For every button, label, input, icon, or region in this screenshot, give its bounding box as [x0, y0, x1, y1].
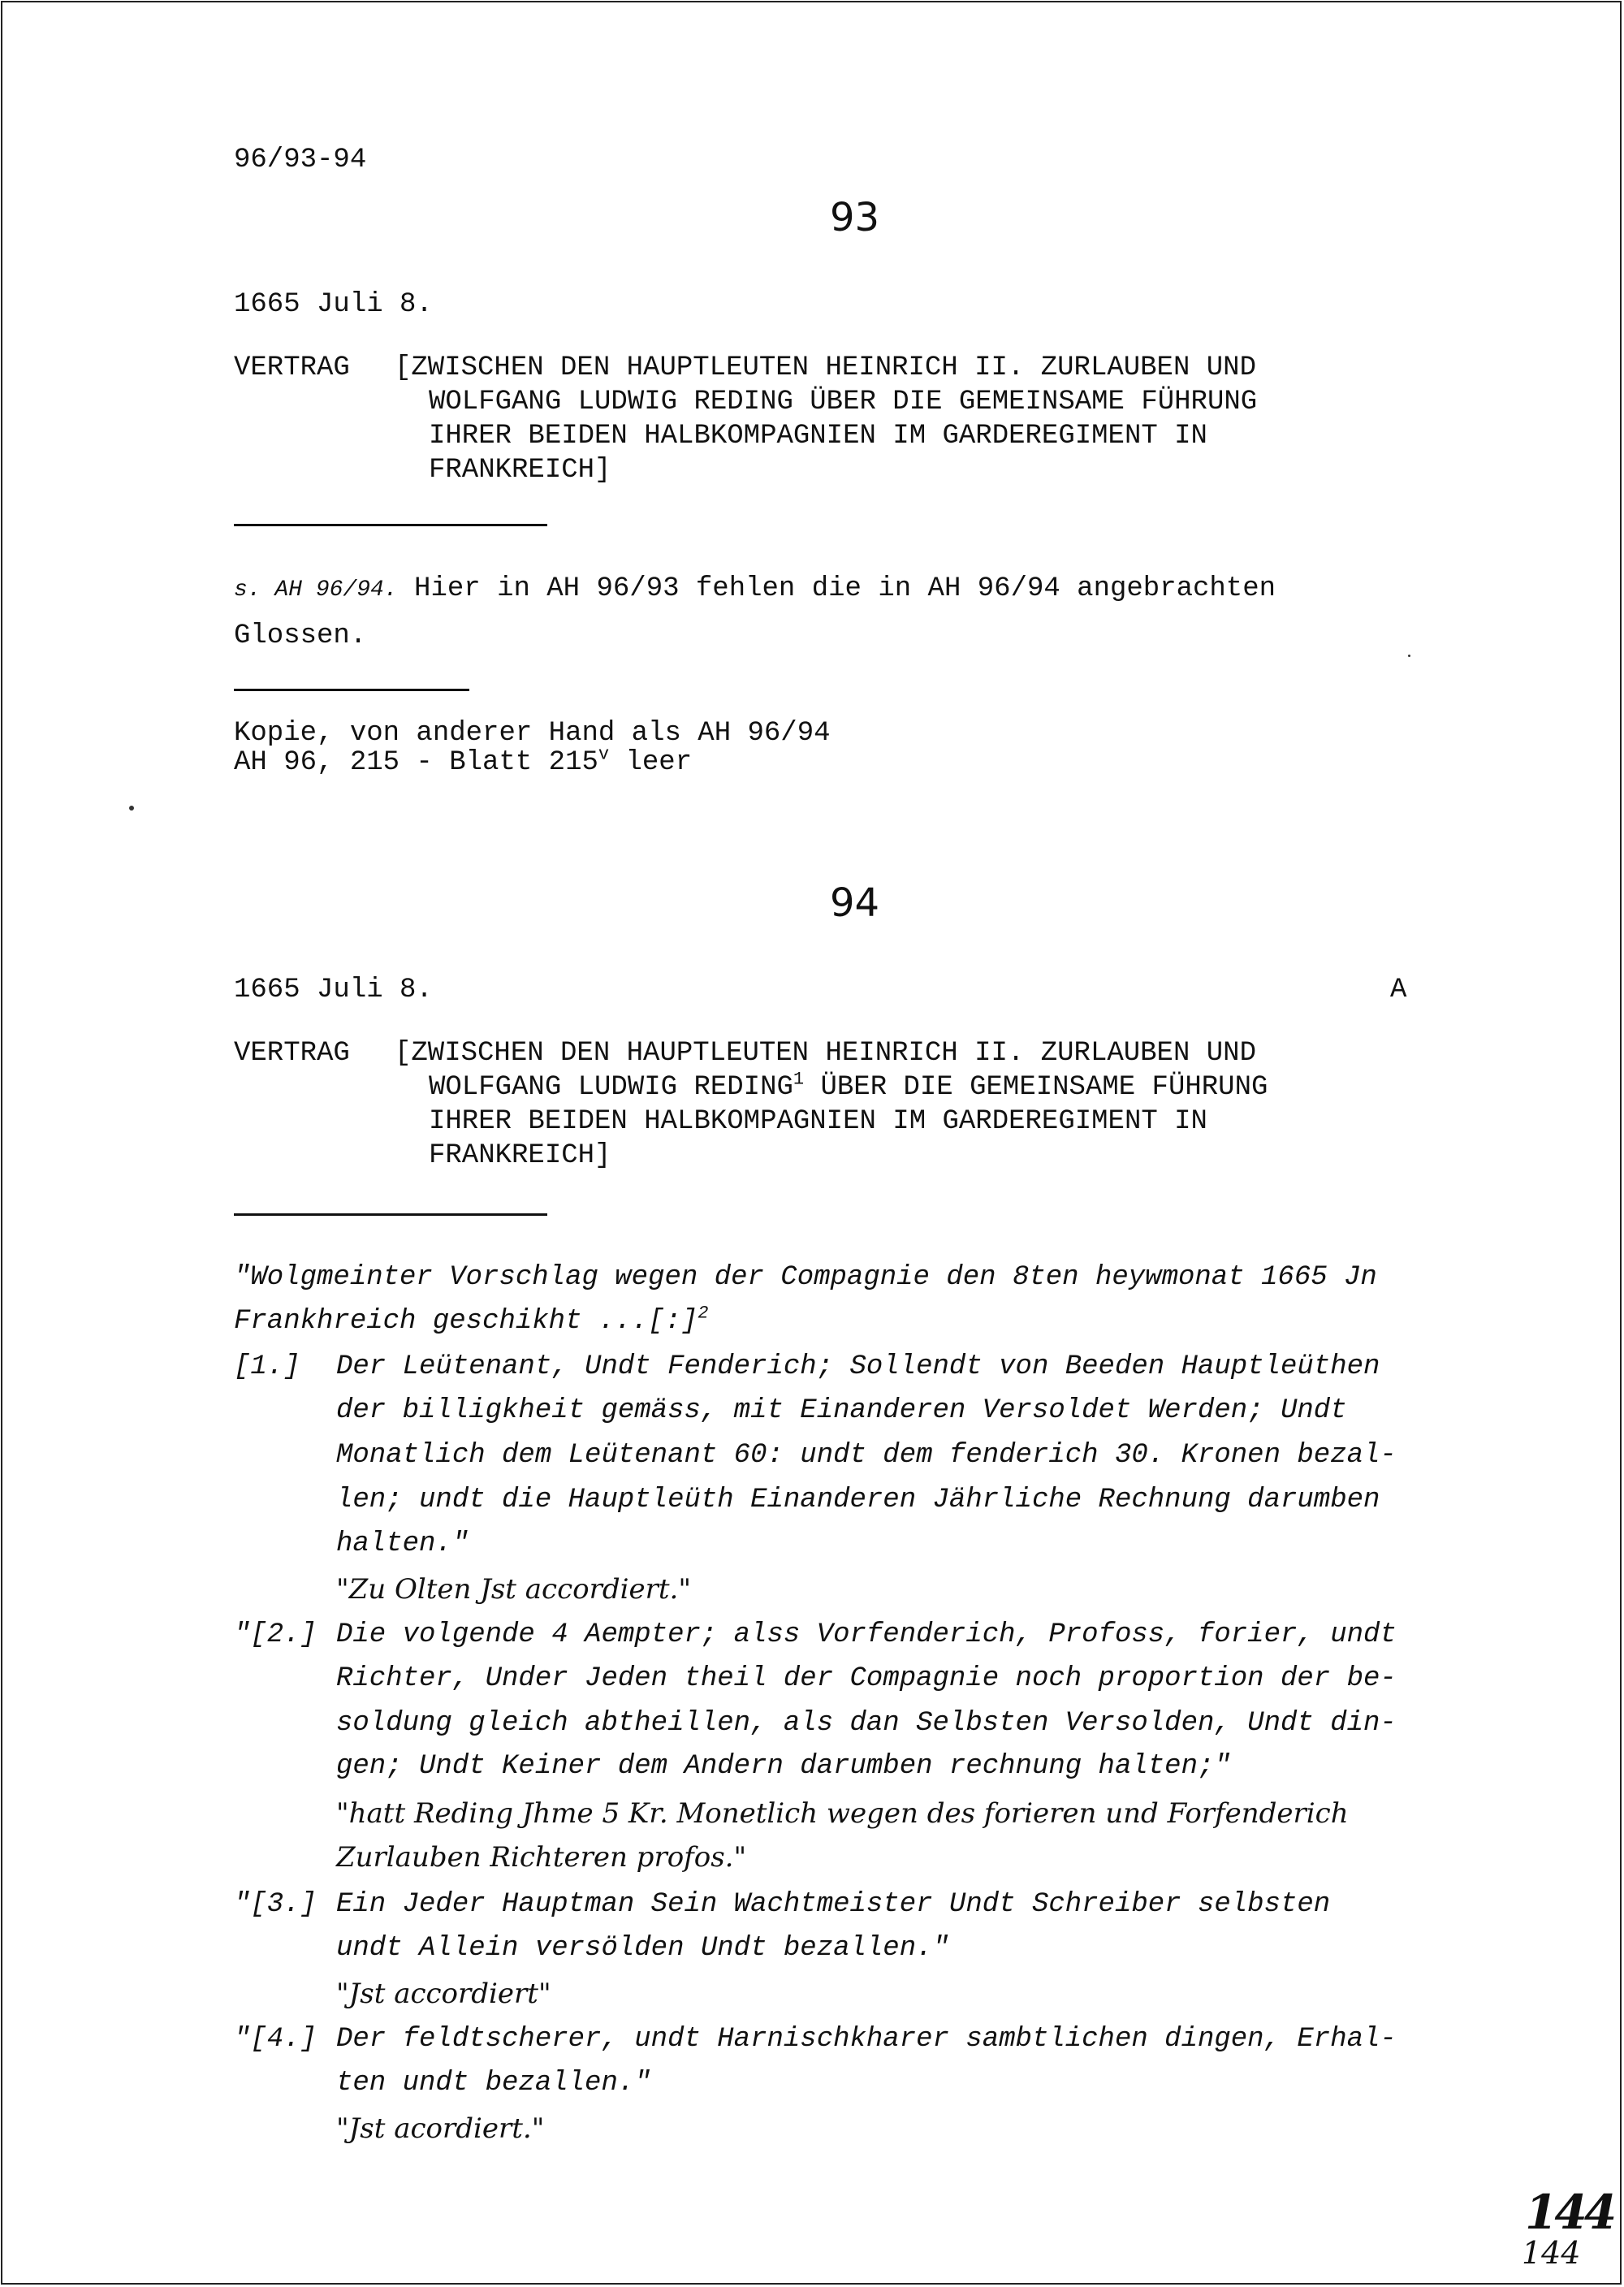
doc94-date: 1665 Juli 8.: [234, 975, 433, 1005]
doc93-date: 1665 Juli 8.: [234, 289, 433, 320]
doc94-title-label: VERTRAG: [234, 1038, 350, 1069]
item-4-gloss: "Jst acordiert.": [336, 2112, 545, 2145]
handwritten-page-number-small: [1522, 2235, 1581, 2271]
doc93-note-line-1: [234, 572, 1276, 607]
item-2-gloss-line-1: "hatt Reding Jhme 5 Kr. Monetlich wegen des forieren und Forfenderich: [336, 1797, 1349, 1830]
doc94-version-mark: A: [1390, 975, 1407, 1005]
item-2-marker: "[2.]: [234, 1619, 317, 1650]
item-1-line-4: len; undt die Hauptleüth Einanderen Jährliche Rechnung darumben: [336, 1485, 1380, 1515]
item-1-line-2: der billigkheit gemäss, mit Einanderen Versoldet Werden; Undt: [336, 1395, 1347, 1426]
doc93-title-line-4: FRANKREICH]: [429, 455, 611, 486]
doc94-title-line-2: [429, 1070, 1268, 1105]
doc94-title-line-1: [ZWISCHEN DEN HAUPTLEUTEN HEINRICH II. ZURLAUBEN UND: [395, 1038, 1256, 1069]
intro-line-2: [234, 1299, 709, 1343]
item-4-marker: "[4.]: [234, 2024, 317, 2055]
item-2-line-1: Die volgende 4 Aempter; alss Vorfenderich, Profoss, forier, undt: [336, 1619, 1397, 1650]
item-1-line-5: halten.": [336, 1528, 469, 1559]
item-1-line-1: Der Leütenant, Undt Fenderich; Sollendt von Beeden Hauptleüthen: [336, 1351, 1380, 1382]
item-2-gloss-line-2: Zurlauben Richteren profos.": [336, 1841, 747, 1874]
doc93-title-line-1: [ZWISCHEN DEN HAUPTLEUTEN HEINRICH II. ZURLAUBEN UND: [395, 352, 1256, 383]
doc93-title-label: VERTRAG: [234, 352, 350, 383]
divider: [234, 1213, 547, 1216]
item-2-line-4: gen; Undt Keiner dem Andern darumben rechnung halten;": [336, 1751, 1231, 1782]
doc93-title-line-3: IHRER BEIDEN HALBKOMPAGNIEN IM GARDEREGIMENT IN: [429, 421, 1207, 452]
doc94-title-line-4: FRANKREICH]: [429, 1140, 611, 1171]
item-2-line-2: Richter, Under Jeden theil der Compagnie noch proportion der be-: [336, 1663, 1397, 1694]
page-mark-repeat: 144: [1522, 2235, 1581, 2271]
item-1-marker: [1.]: [234, 1351, 300, 1382]
intro-line-1: "Wolgmeinter Vorschlag wegen der Compagnie den 8ten heywmonat 1665 Jn: [234, 1262, 1377, 1293]
item-2-line-3: soldung gleich abtheillen, als dan Selbsten Versolden, Undt din-: [336, 1708, 1397, 1739]
intro-line-2-text: Frankhreich geschikht ...[:]: [234, 1306, 698, 1337]
doc93-number: 93: [830, 195, 880, 240]
doc93-note-line-2: Glossen.: [234, 620, 367, 651]
item-3-line-2: undt Allein versölden Undt bezallen.": [336, 1933, 949, 1964]
divider: [234, 689, 469, 691]
item-1-gloss: "Zu Olten Jst accordiert.": [336, 1573, 691, 1606]
doc94-title-line-3: IHRER BEIDEN HALBKOMPAGNIEN IM GARDEREGIMENT IN: [429, 1106, 1207, 1137]
item-4-line-2: ten undt bezallen.": [336, 2068, 651, 2099]
item-3-gloss: "Jst accordiert": [336, 1978, 551, 2010]
document-reference: 96/93-94: [234, 145, 367, 175]
doc93-note-text: Hier in AH 96/93 fehlen die in AH 96/94 angebrachten: [414, 573, 1276, 604]
item-4-line-1: Der feldtscherer, undt Harnischkharer sambtlichen dingen, Erhal-: [336, 2024, 1397, 2055]
doc93-source-line-1: Kopie, von anderer Hand als AH 96/94: [234, 718, 831, 749]
doc94-number: 94: [830, 880, 880, 926]
verso-superscript: v: [598, 744, 610, 765]
item-3-marker: "[3.]: [234, 1889, 317, 1920]
item-1-line-3: Monatlich dem Leütenant 60: undt dem fenderich 30. Kronen bezal-: [336, 1440, 1397, 1471]
handwritten-page-number: 144: [1525, 2185, 1614, 2240]
speck: [1408, 655, 1410, 657]
speck: [129, 806, 134, 811]
doc93-source-leer: leer: [609, 747, 693, 778]
doc93-note-ref: s. AH 96/94.: [234, 577, 398, 603]
doc93-title-line-2: WOLFGANG LUDWIG REDING ÜBER DIE GEMEINSAME FÜHRUNG: [429, 387, 1258, 417]
footnote-ref-1: 1: [793, 1069, 805, 1090]
doc94-title-line-2-text: WOLFGANG LUDWIG REDING: [429, 1072, 793, 1103]
doc94-title-line-2-rest: ÜBER DIE GEMEINSAME FÜHRUNG: [804, 1072, 1268, 1103]
item-3-line-1: Ein Jeder Hauptman Sein Wachtmeister Undt Schreiber selbsten: [336, 1889, 1331, 1920]
doc93-source-text: AH 96, 215 - Blatt 215: [234, 747, 598, 778]
footnote-ref-2: 2: [698, 1303, 709, 1324]
divider: [234, 524, 547, 526]
doc93-source-line-2: [234, 746, 692, 780]
